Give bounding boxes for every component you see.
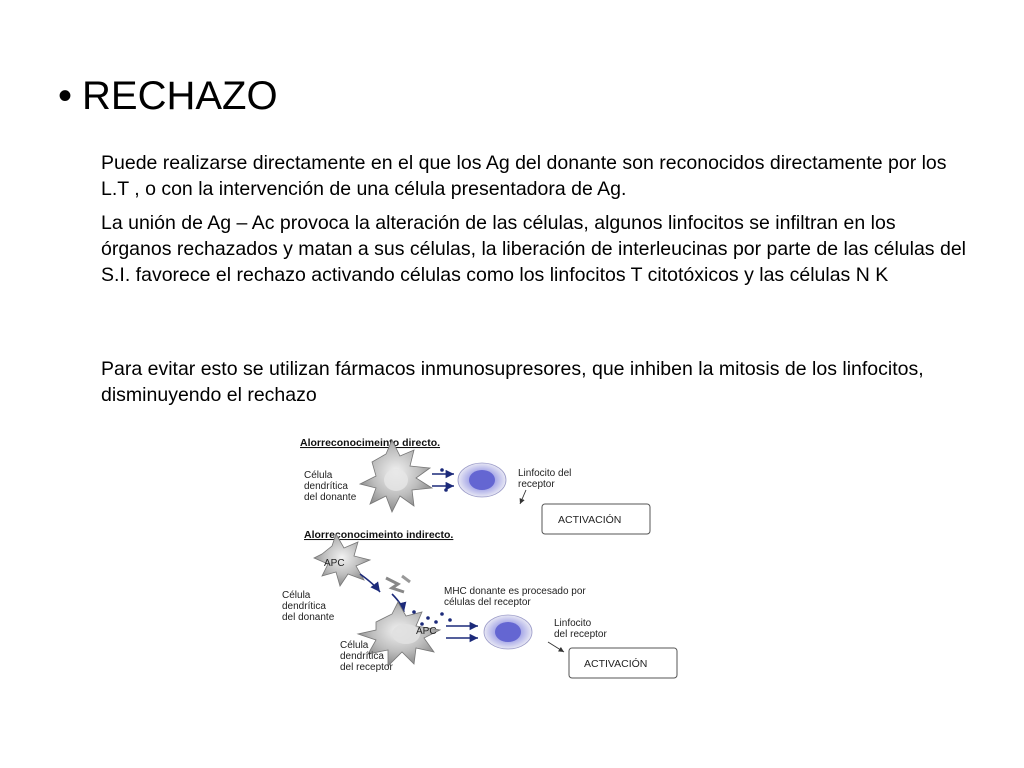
allorecognition-diagram [264,426,684,688]
indirect-arrow-1 [360,574,380,592]
title-bullet: • [58,74,73,118]
indirect-activation-box: ACTIVACIÓN [584,658,648,670]
slide-title: RECHAZO [82,74,278,118]
direct-lymphocyte-label: Linfocito del receptor [518,468,572,490]
direct-receptor-binding [432,468,454,492]
indirect-apc-top-label: APC [324,558,345,569]
indirect-donor-cell-label: Célula dendrítica del donante [282,590,335,623]
indirect-binding [446,626,478,638]
paragraph-2: La unión de Ag – Ac provoca la alteración de las células, algunos linfocitos se infiltran en los órganos rechazados y matan a sus células, la liberación de interleucinas por parte de las células del S.I. favorece el rechazo activando células como los linfocitos T citotóxicos y las células N K [101,212,966,286]
indirect-receptor-cell-label: Célula dendrítica del receptor [340,640,393,673]
paragraph-3: Para evitar esto se utilizan fármacos inmunosupresores, que inhiben la mitosis de los linfocitos, disminuyendo el rechazo [101,358,924,406]
mhc-fragments [386,576,410,592]
indirect-receptor-lymphocyte [484,615,532,649]
direct-donor-cell-label: Célula dendrítica del donante [304,470,357,503]
direct-donor-dendritic-cell [360,440,432,512]
indirect-heading: Alorreconocimeinto indirecto. [304,529,454,541]
indirect-lymphocyte-label: Linfocito del receptor [554,618,607,640]
direct-receptor-lymphocyte [458,463,506,497]
paragraph-1: Puede realizarse directamente en el que los Ag del donante son reconocidos directamente por los L.T , o con la intervención de una célula presentadora de Ag. [101,152,947,200]
indirect-apc-bottom-label: APC [416,626,437,637]
allorecognition-figure [264,426,684,688]
direct-activation-box: ACTIVACIÓN [558,514,622,526]
slide-title-row [58,74,278,118]
direct-heading: Alorreconocimeinto directo. [300,437,441,449]
mhc-processing-label: MHC donante es procesado por células del receptor [444,586,586,608]
